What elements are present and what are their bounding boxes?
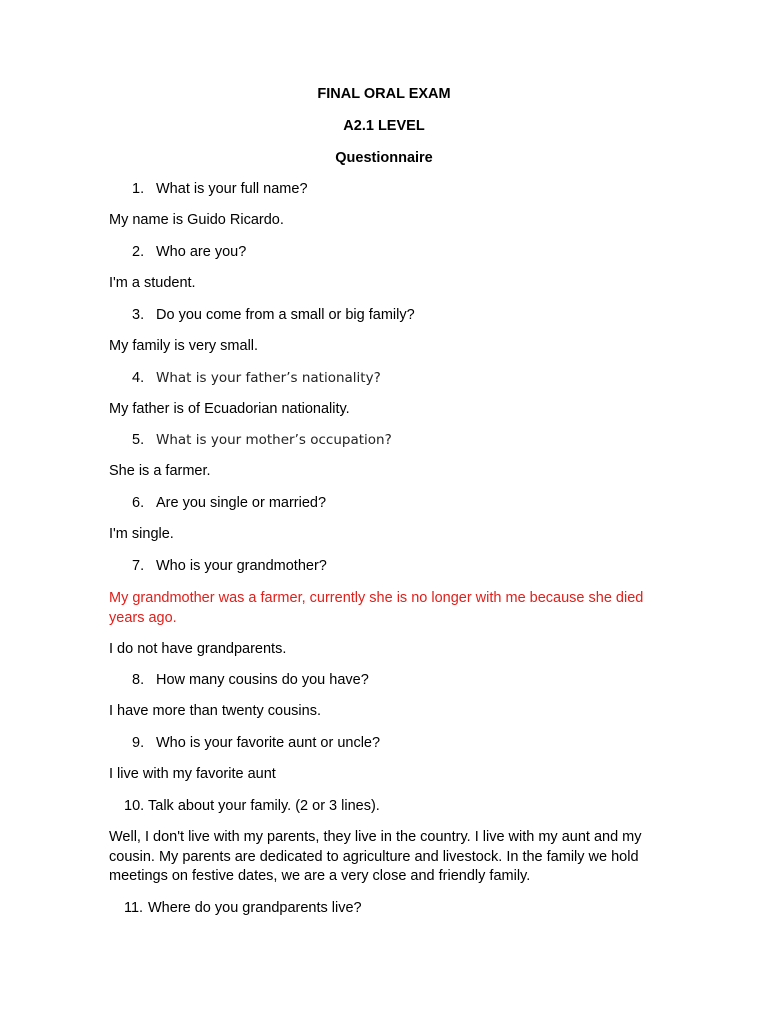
answer-5: She is a farmer. bbox=[109, 463, 211, 479]
question-text: What is your mother’s occupation? bbox=[156, 432, 392, 448]
question-text: What is your full name? bbox=[156, 181, 308, 197]
subtitle-heading: Questionnaire bbox=[335, 150, 433, 166]
question-text: Who is your favorite aunt or uncle? bbox=[156, 735, 381, 751]
answer-3: My family is very small. bbox=[109, 338, 259, 354]
question-10 bbox=[124, 797, 692, 815]
answer-1: My name is Guido Ricardo. bbox=[109, 212, 284, 228]
question-text: Who are you? bbox=[156, 244, 247, 260]
question-number: 10. bbox=[124, 798, 145, 814]
level-heading: A2.1 LEVEL bbox=[343, 118, 425, 134]
answer-10: Well, I don't live with my parents, they live in the country. I live with my aunt and my cousin. My parents are dedicated to agriculture and livestock. In the family we hold meetings on festive dates, we are a very close and friendly family. bbox=[109, 829, 642, 884]
answer-6: I'm single. bbox=[109, 526, 174, 542]
question-7 bbox=[132, 557, 692, 575]
question-number: 4. bbox=[132, 370, 145, 386]
question-5 bbox=[132, 431, 692, 449]
question-number: 9. bbox=[132, 735, 145, 751]
question-number: 11. bbox=[124, 900, 144, 916]
question-number: 8. bbox=[132, 672, 145, 688]
question-1 bbox=[132, 180, 692, 198]
question-number: 6. bbox=[132, 495, 145, 511]
answer-4: My father is of Ecuadorian nationality. bbox=[109, 401, 350, 417]
question-9 bbox=[132, 734, 692, 752]
question-number: 2. bbox=[132, 244, 145, 260]
question-2 bbox=[132, 243, 692, 261]
question-3 bbox=[132, 306, 692, 324]
answer-8: I have more than twenty cousins. bbox=[109, 703, 321, 719]
question-text: Who is your grandmother? bbox=[156, 558, 327, 574]
question-11 bbox=[124, 899, 692, 917]
question-text: Talk about your family. (2 or 3 lines). bbox=[148, 798, 380, 814]
question-number: 5. bbox=[132, 432, 145, 448]
question-text: Are you single or married? bbox=[156, 495, 327, 511]
page-title: FINAL ORAL EXAM bbox=[317, 86, 451, 102]
question-8 bbox=[132, 671, 692, 689]
answer-2: I'm a student. bbox=[109, 275, 196, 291]
question-4 bbox=[132, 369, 692, 387]
question-text: What is your father’s nationality? bbox=[156, 370, 381, 386]
answer-7-followup: I do not have grandparents. bbox=[109, 641, 287, 657]
question-text: How many cousins do you have? bbox=[156, 672, 369, 688]
question-number: 7. bbox=[132, 558, 145, 574]
question-number: 1. bbox=[132, 181, 145, 197]
question-number: 3. bbox=[132, 307, 145, 323]
answer-9: I live with my favorite aunt bbox=[109, 766, 276, 782]
question-6 bbox=[132, 494, 692, 512]
question-text: Do you come from a small or big family? bbox=[156, 307, 415, 323]
answer-7-highlighted: My grandmother was a farmer, currently she is no longer with me because she died years ago. bbox=[109, 590, 644, 626]
question-text: Where do you grandparents live? bbox=[148, 900, 362, 916]
